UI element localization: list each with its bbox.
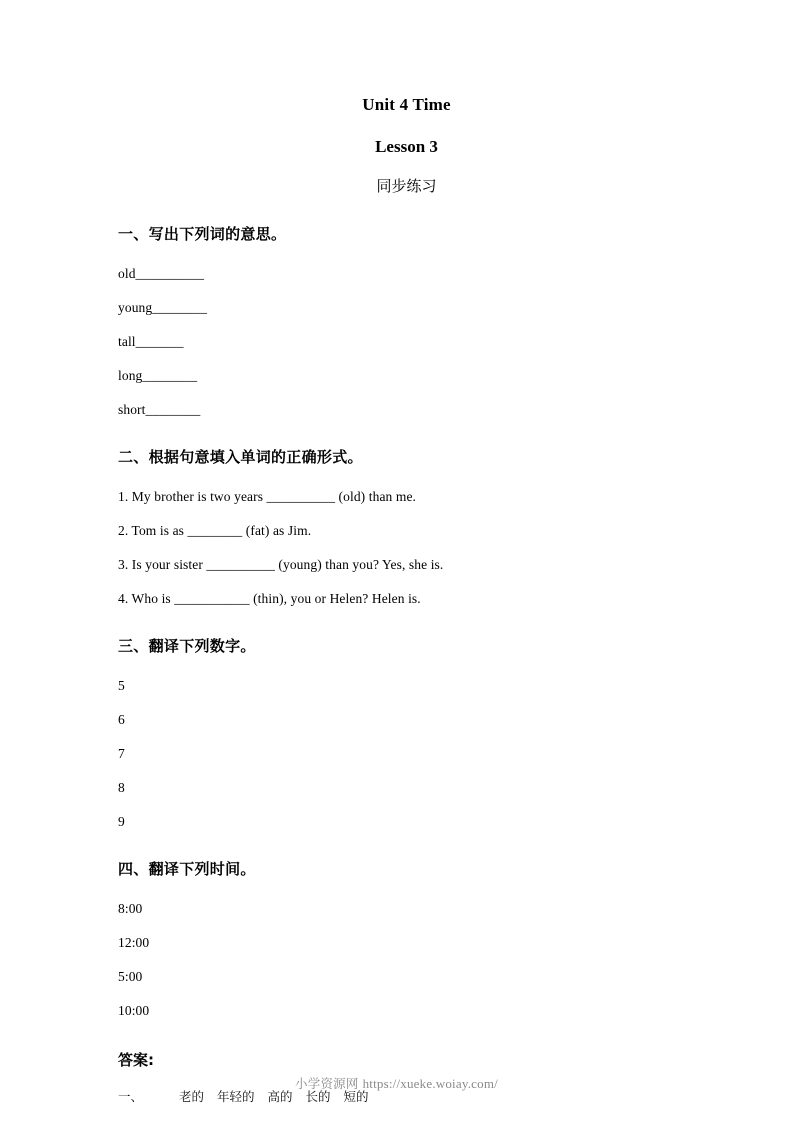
section-2-heading: 二、根据句意填入单词的正确形式。	[118, 447, 363, 466]
section-4-item-1: 8:00	[118, 900, 143, 916]
section-4-heading: 四、翻译下列时间。	[118, 859, 256, 878]
section-1-item-1: old__________	[118, 265, 205, 281]
section-1-item-5: short________	[118, 401, 201, 417]
section-3-item-5: 9	[118, 813, 125, 829]
answer-word: 高的	[267, 1088, 293, 1104]
section-3-item-2: 6	[118, 711, 125, 727]
answers-heading: 答案:	[118, 1050, 154, 1069]
section-3	[118, 635, 685, 830]
section-1-item-2: young________	[118, 299, 208, 315]
section-3-item-1: 5	[118, 677, 125, 693]
section-1-item-4: long________	[118, 367, 198, 383]
section-2-item-1: 1. My brother is two years __________ (old) than me.	[118, 488, 417, 504]
answer-word: 老的	[179, 1088, 205, 1104]
section-4-item-4: 10:00	[118, 1002, 150, 1018]
answer-word: 长的	[305, 1088, 331, 1104]
section-2-item-3: 3. Is your sister __________ (young) than you? Yes, she is.	[118, 556, 444, 572]
section-1-heading: 一、写出下列词的意思。	[118, 224, 287, 243]
page-title: Unit 4 Time	[362, 95, 451, 114]
section-4	[118, 858, 685, 1019]
section-2	[118, 446, 685, 607]
footer-watermark	[0, 1074, 793, 1092]
title-block	[118, 96, 685, 195]
section-4-item-2: 12:00	[118, 934, 150, 950]
answer-line-1-index: 一、	[118, 1088, 144, 1104]
page-subtitle-secondary: 同步练习	[376, 177, 437, 196]
section-1-item-3: tall_______	[118, 333, 184, 349]
section-1	[118, 223, 685, 418]
answer-word: 短的	[343, 1088, 369, 1104]
answer-word: 年轻的	[217, 1088, 255, 1104]
section-4-item-3: 5:00	[118, 968, 143, 984]
page-subtitle: Lesson 3	[375, 136, 438, 156]
footer-site-url: https://xueke.woiay.com/	[362, 1076, 498, 1091]
section-2-item-4: 4. Who is ___________ (thin), you or Helen? Helen is.	[118, 590, 421, 606]
section-3-item-3: 7	[118, 745, 125, 761]
section-3-item-4: 8	[118, 779, 125, 795]
section-3-heading: 三、翻译下列数字。	[118, 636, 256, 655]
footer-label: 小学资源网	[295, 1076, 359, 1091]
section-2-item-2: 2. Tom is as ________ (fat) as Jim.	[118, 522, 312, 538]
